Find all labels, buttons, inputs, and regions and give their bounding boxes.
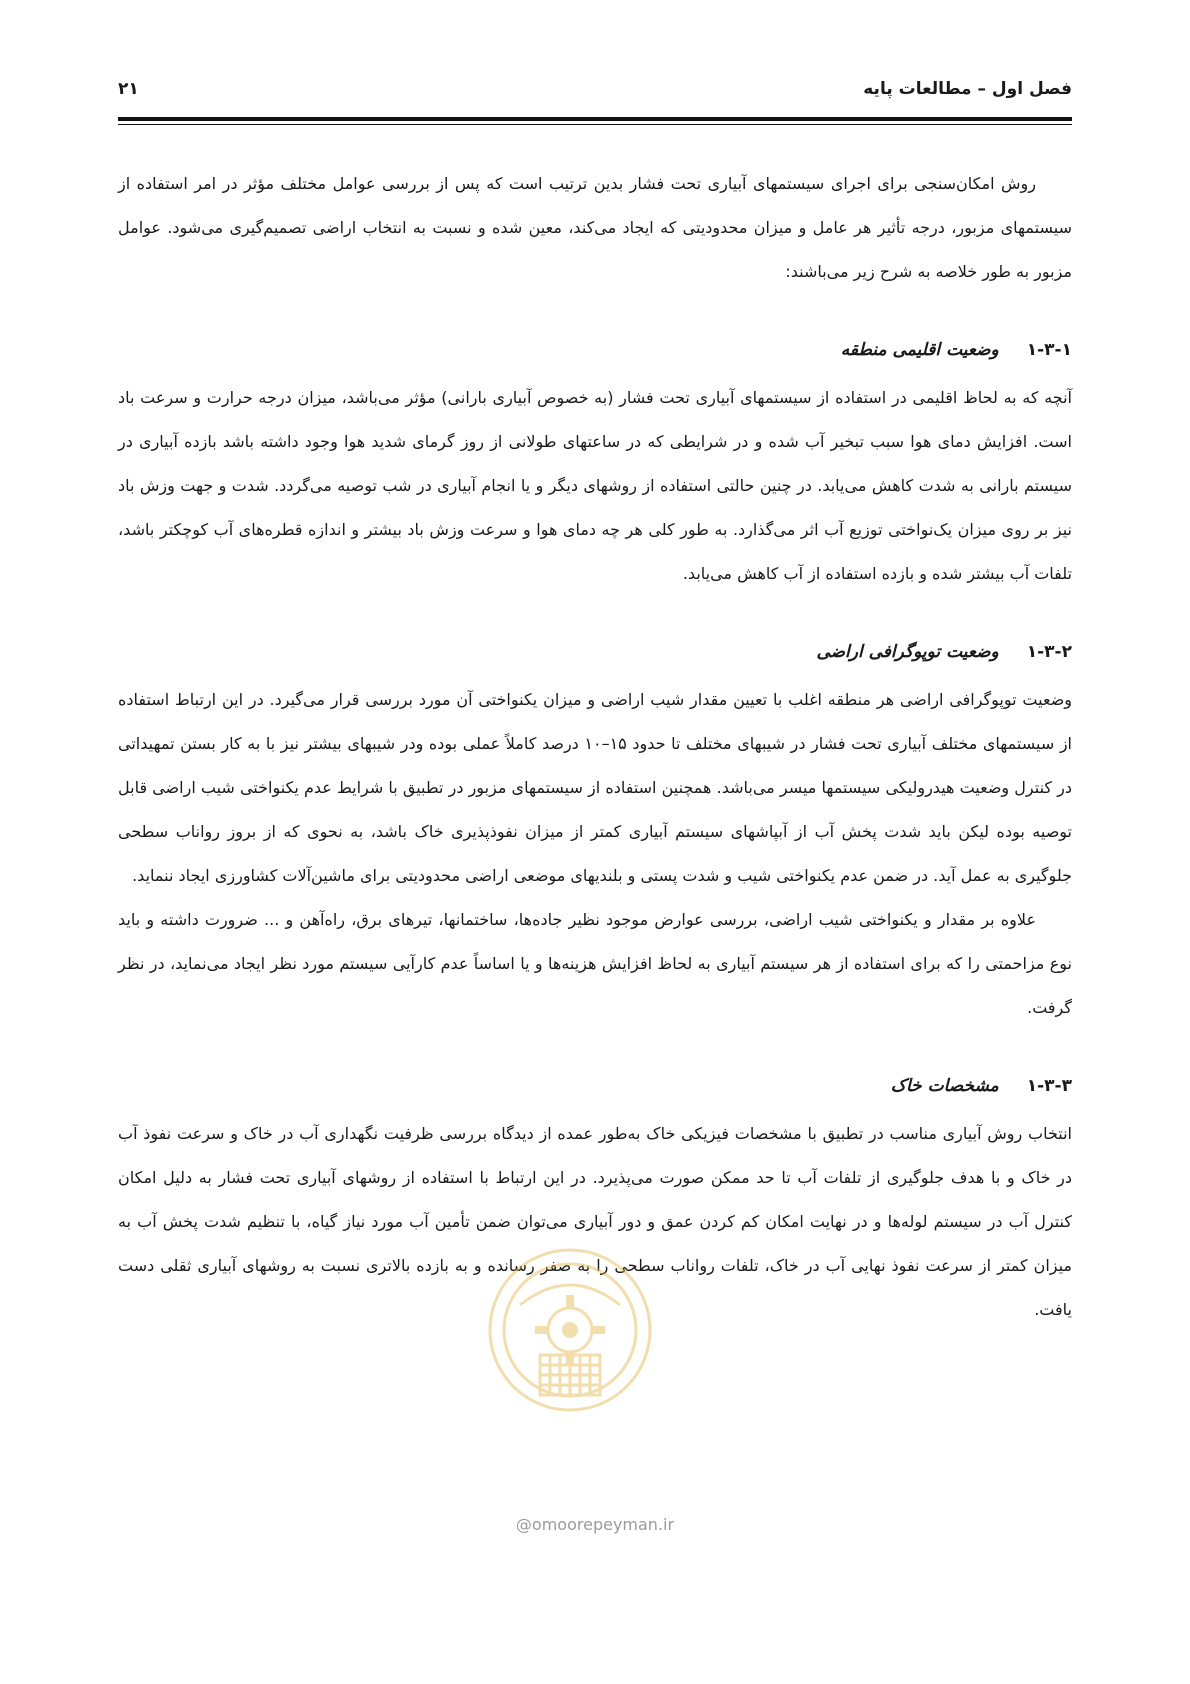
page-content xyxy=(118,162,1072,1332)
section-heading-topography xyxy=(118,632,1072,672)
header-rule-thin xyxy=(118,124,1072,125)
section-paragraph: آنچه که به لحاظ اقلیمی در استفاده از سیستمهای آبیاری تحت فشار (به خصوص آبیاری بارانی) مؤثر می‌باشد، میزان درجه حرارت و سرعت باد است. افزایش دمای هوا سبب تبخیر آب شده و در شرایطی که در ساعتهای طولانی از روز گرمای شدید هوا وجود داشته باشد بازده آبیاری در سیستم بارانی به شدت کاهش می‌یابد. در چنین حالتی استفاده از روشهای دیگر و یا انجام آبیاری در شب توصیه می‌گردد. شدت و جهت وزش باد نیز بر روی میزان یک‌نواختی توزیع آب اثر می‌گذارد. به طور کلی هر چه دمای هوا و سرعت وزش باد بیشتر و اندازه قطره‌های آب کوچکتر باشد، تلفات آب بیشتر شده و بازده استفاده از آب کاهش می‌یابد. xyxy=(118,388,1072,583)
section-title: وضعیت توپوگرافی اراضی xyxy=(816,642,999,662)
section-number: ۱-۳-۳ xyxy=(1026,1076,1072,1096)
section-number: ۱-۳-۱ xyxy=(1026,340,1072,360)
section-paragraph: وضعیت توپوگرافی اراضی هر منطقه اغلب با تعیین مقدار شیب اراضی و میزان یکنواختی آن مورد بررسی قرار می‌گیرد. در این ارتباط استفاده از سیستمهای مختلف آبیاری تحت فشار در شیبهای مختلف تا حدود ۱۵–۱۰ درصد کاملاً عملی بوده ودر شیبهای بیشتر نیز با به کار بستن تمهیداتی در کنترل وضعیت هیدرولیکی سیستمها میسر می‌باشد. همچنین استفاده از سیستمهای مزبور در تطبیق با شرایط عدم یکنواختی شیب اراضی قابل توصیه بوده لیکن باید شدت پخش آب از آبپاشهای سیستم آبیاری کمتر از میزان نفوذپذیری خاک باشد، به نحوی که از بروز رواناب سطحی جلوگیری به عمل آید. در ضمن عدم یکنواختی شیب و شدت پستی و بلندیهای موضعی اراضی محدودیتی برای ماشین‌آلات کشاورزی ایجاد ننماید. xyxy=(118,690,1073,885)
chapter-title: فصل اول – مطالعات پایه xyxy=(863,79,1072,99)
page-header xyxy=(118,74,1072,104)
section-heading-soil xyxy=(118,1066,1072,1106)
header-rule-thick xyxy=(118,117,1072,121)
section-paragraph: علاوه بر مقدار و یکنواختی شیب اراضی، بررسی عوارض موجود نظیر جاده‌ها، ساختمانها، تیرهای برق، راه‌آهن و ... ضرورت داشته و باید نوع مزاحمتی را که برای استفاده از هر سیستم آبیاری به لحاظ افزایش هزینه‌ها و یا اساساً عدم کارآیی سیستم مورد نظر ایجاد می‌نماید، در نظر گرفت. xyxy=(118,910,1072,1017)
page-number: ۲۱ xyxy=(118,79,139,99)
section-heading-climate xyxy=(118,330,1072,370)
section-paragraph: انتخاب روش آبیاری مناسب در تطبیق با مشخصات فیزیکی خاک به‌طور عمده از دیدگاه بررسی ظرفیت نگهداری آب در خاک و سرعت نفوذ آب در خاک و با هدف جلوگیری از تلفات آب تا حد ممکن صورت می‌پذیرد. در این ارتباط با استفاده از روشهای آبیاری تحت فشار به دلیل امکان کنترل آب در سیستم لوله‌ها و در نهایت امکان کم کردن عمق و دور آبیاری می‌توان ضمن تأمین آب مورد نیاز گیاه، با تنظیم شدت پخش آب به میزان کمتر از سرعت نفوذ نهایی آب در خاک، تلفات رواناب سطحی را به صفر رسانده و به بازده بالاتری نسبت به روشهای آبیاری ثقلی دست یافت. xyxy=(118,1124,1072,1319)
section-number: ۱-۳-۲ xyxy=(1026,642,1072,662)
watermark-url: @omoorepeyman.ir xyxy=(515,1515,675,1534)
section-title: وضعیت اقلیمی منطقه xyxy=(840,340,999,360)
intro-paragraph: روش امکان‌سنجی برای اجرای سیستمهای آبیاری تحت فشار بدین ترتیب است که پس از بررسی عوامل مختلف مؤثر در امر استفاده از سیستمهای مزبور، درجه تأثیر هر عامل و میزان محدودیتی که ایجاد می‌کند، معین شده و نسبت به انتخاب اراضی تصمیم‌گیری می‌شود. عوامل مزبور به طور خلاصه به شرح زیر می‌باشند: xyxy=(118,174,1072,281)
section-title: مشخصات خاک xyxy=(890,1076,999,1096)
